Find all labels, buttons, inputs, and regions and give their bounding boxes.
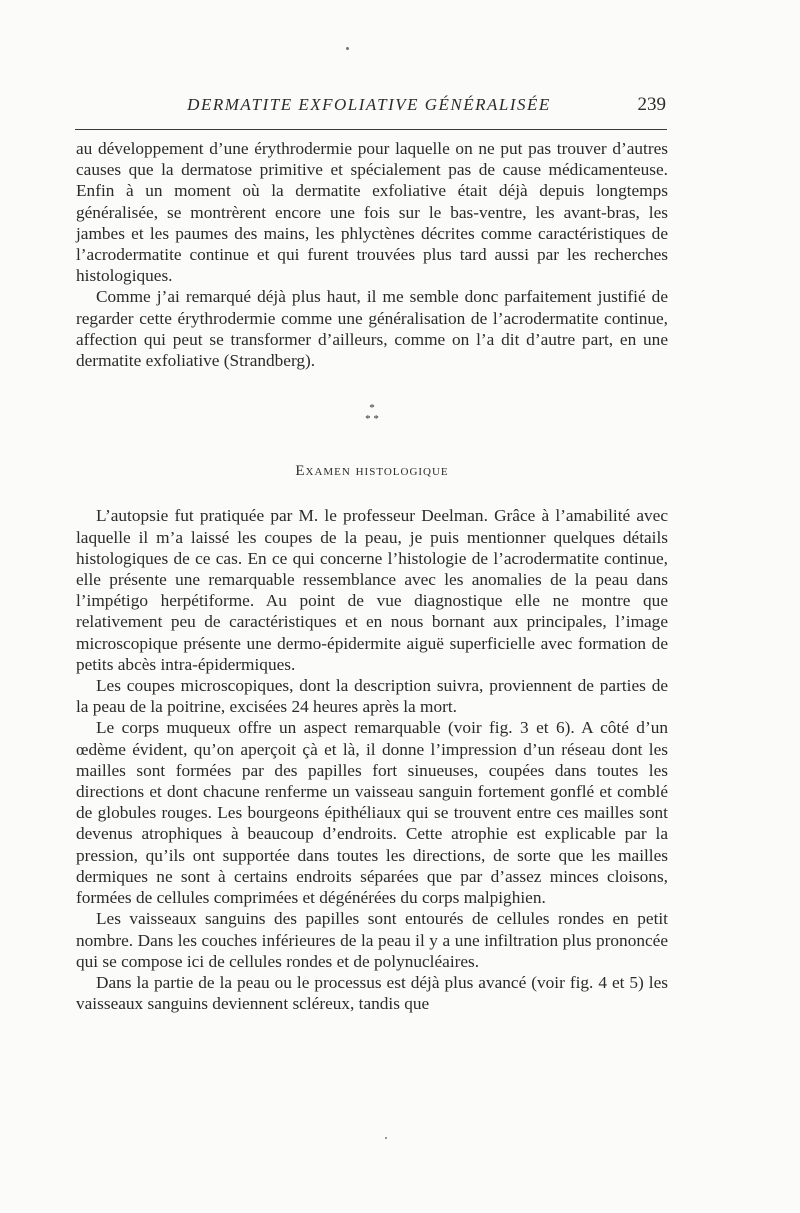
page-number: 239 (637, 94, 666, 115)
paragraph: Les coupes microscopiques, dont la description suivra, proviennent de parties de la peau de la poitrine, excisées 24 heures après la mort. (76, 676, 668, 717)
header-rule (75, 129, 667, 130)
paragraph: Le corps muqueux offre un aspect remarquable (voir fig. 3 et 6). A côté d’un œdème évident, qu’on aperçoit çà et là, il donne l’impression d’un réseau dont les mailles sont formées par des papilles fort sinueuses, coupées dans toutes les directions et dont chacune renferme un vaisseau sanguin fortement gonflé et comblé de globules rouges. Les bourgeons épithéliaux qui se trouvent entre ces mailles sont devenus atrophiques à beaucoup d’endroits. Cette atrophie est explicable par la pression, qu’ils ont supportée dans toutes les directions, de sorte que les mailles dermiques ne sont à certains endroits séparées que par d’assez minces cloisons, formées de cellules comprimées et dégénérées du corps malpighien. (76, 718, 668, 908)
paragraph: L’autopsie fut pratiquée par M. le professeur Deelman. Grâce à l’amabilité avec laquelle il m’a laissé les coupes de la peau, je puis mentionner quelques détails histologiques de ce cas. En ce qui concerne l’histologie de l’acrodermatite continue, elle présente une remarquable ressemblance avec les anomalies de la peau dans l’impétigo herpétiforme. Au point de vue diagnostique elle ne montre que relativement peu de caractéristiques et en nous bornant aux principales, l’image microscopique présente une dermo-épidermite aiguë superficielle avec formation de petits abcès intra-épidermiques. (76, 506, 668, 674)
body-text (76, 138, 668, 1014)
section-title: Examen histologique (295, 463, 449, 480)
paragraph: au développement d’une érythrodermie pour laquelle on ne put pas trouver d’autres causes que la dermatose primitive et spécialement pas de cause médicamenteuse. Enfin à un moment où la dermatite exfoliative était déjà depuis longtemps généralisée, se montrèrent encore une fois sur le bas-ventre, les avant-bras, les jambes et les paumes des mains, les phlyctènes décrites comme caractéristiques de l’acrodermatite continue et qui furent trouvées plus tard aussi par les recherches histologiques. (76, 139, 668, 286)
paragraph: Dans la partie de la peau ou le processus est déjà plus avancé (voir fig. 4 et 5) les vaisseaux sanguins deviennent scléreux, tandis que (76, 972, 668, 1014)
asterism-top: * (369, 402, 375, 415)
paper-speck (385, 1137, 387, 1139)
running-head (72, 92, 666, 118)
running-title: DERMATITE EXFOLIATIVE GÉNÉRALISÉE (187, 95, 551, 114)
asterism (76, 403, 668, 427)
asterism-bottom: * * (365, 413, 379, 426)
paragraph: Les vaisseaux sanguins des papilles sont entourés de cellules rondes en petit nombre. Dans les couches inférieures de la peau il y a une infiltration plus prononcée qui se compose ici de cellules rondes et de polynucléaires. (76, 909, 668, 971)
paragraph: Comme j’ai remarqué déjà plus haut, il me semble donc parfaitement justifié de regarder cette érythrodermie comme une généralisation de l’acrodermatite continue, affection qui peut se transformer d’ailleurs, comme on l’a dit d’autre part, en une dermatite exfoliative (Strandberg). (76, 287, 668, 371)
paper-speck (346, 47, 349, 50)
